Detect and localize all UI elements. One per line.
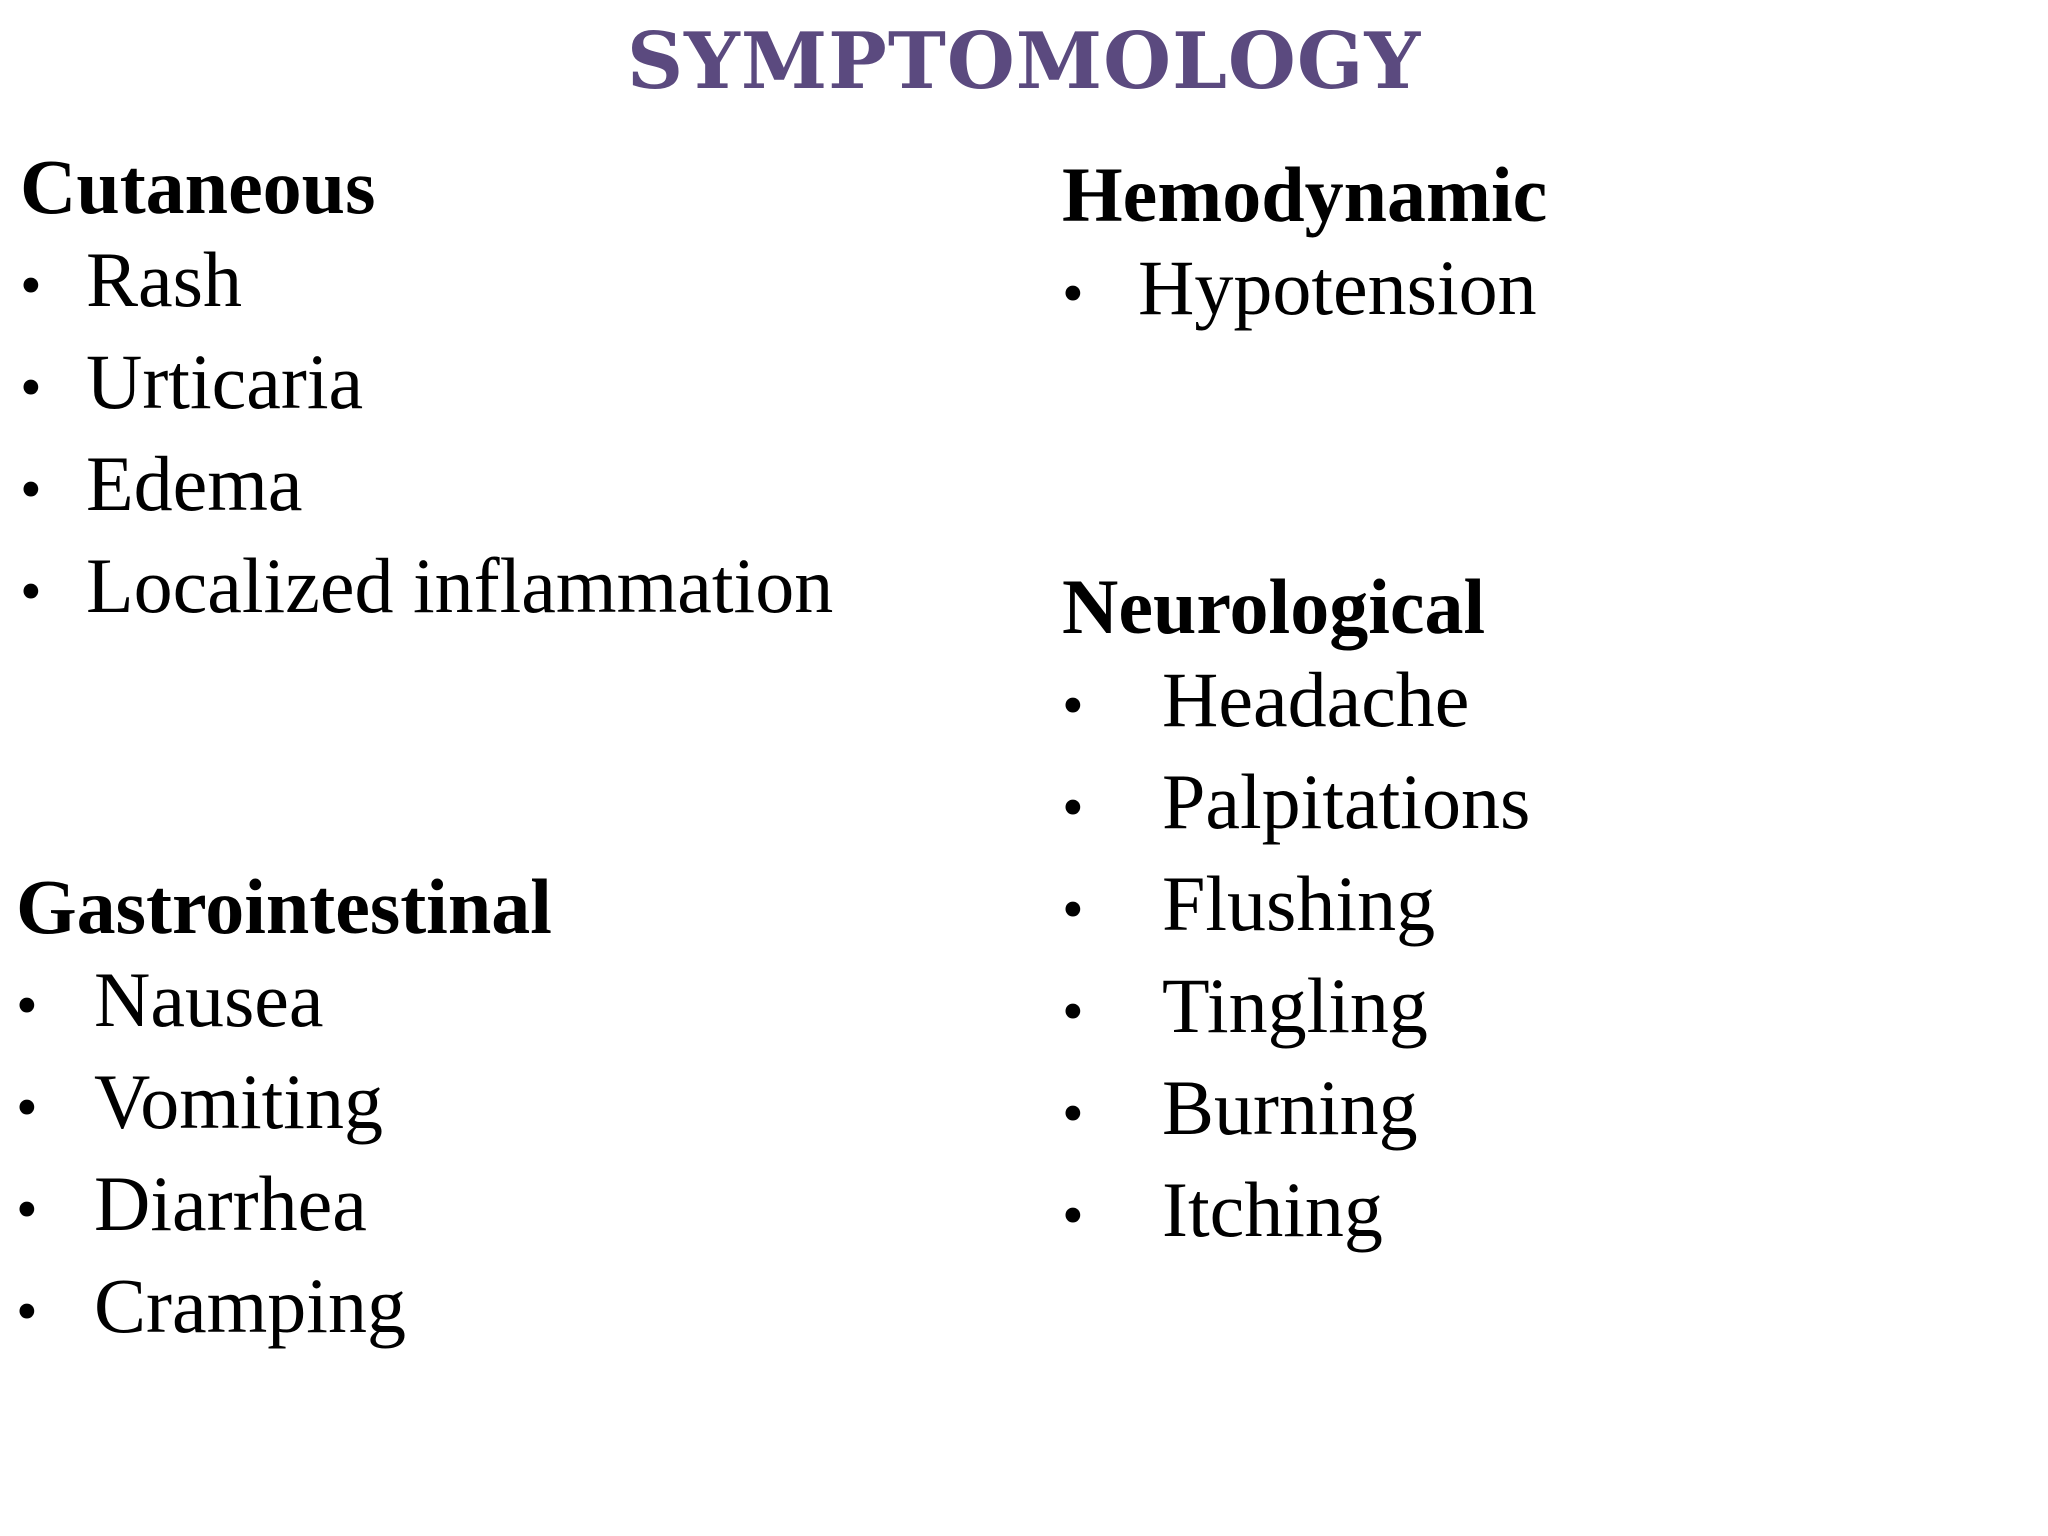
list-item [20, 538, 833, 640]
bullet-icon: • [20, 252, 42, 320]
list-item [1062, 856, 1530, 958]
bullet-icon: • [1062, 260, 1084, 328]
section-gastrointestinal [16, 862, 552, 1360]
bullet-icon: • [16, 1278, 38, 1346]
bullet-icon: • [20, 456, 42, 524]
list-item-label: Edema [86, 440, 303, 527]
bullet-icon: • [1062, 978, 1084, 1046]
list-item-label: Hypotension [1138, 244, 1537, 331]
list-item [16, 1156, 552, 1258]
list-item [1062, 1060, 1530, 1162]
list-item [20, 232, 833, 334]
list-item [1062, 754, 1530, 856]
bullet-icon: • [1062, 1182, 1084, 1250]
section-cutaneous [20, 142, 833, 640]
list-item [1062, 240, 1547, 342]
list-item-label: Burning [1162, 1064, 1418, 1151]
list-item [1062, 1162, 1530, 1264]
bullet-icon: • [20, 558, 42, 626]
section-neurological [1062, 562, 1530, 1264]
list-item [16, 1054, 552, 1156]
list-item [16, 1258, 552, 1360]
list-item-label: Diarrhea [94, 1160, 367, 1247]
list-item [1062, 652, 1530, 754]
bullet-icon: • [16, 1074, 38, 1142]
list-item-label: Tingling [1162, 962, 1428, 1049]
bullet-icon: • [1062, 672, 1084, 740]
list-item-label: Localized inflammation [86, 542, 834, 629]
bullet-list [16, 952, 552, 1360]
section-heading: Gastrointestinal [16, 863, 552, 950]
list-item-label: Itching [1162, 1166, 1383, 1253]
list-item [16, 952, 552, 1054]
list-item-label: Cramping [94, 1262, 406, 1349]
bullet-icon: • [1062, 876, 1084, 944]
bullet-list [20, 232, 833, 640]
list-item-label: Vomiting [94, 1058, 383, 1145]
list-item [20, 334, 833, 436]
bullet-icon: • [16, 972, 38, 1040]
bullet-list [1062, 240, 1547, 342]
bullet-icon: • [1062, 774, 1084, 842]
bullet-icon: • [20, 354, 42, 422]
list-item-label: Urticaria [86, 338, 364, 425]
section-hemodynamic [1062, 150, 1547, 342]
section-heading: Cutaneous [20, 143, 376, 230]
section-heading: Hemodynamic [1062, 151, 1548, 238]
list-item-label: Palpitations [1162, 758, 1531, 845]
list-item-label: Flushing [1162, 860, 1436, 947]
list-item-label: Headache [1162, 656, 1470, 743]
list-item-label: Rash [86, 236, 242, 323]
list-item [20, 436, 833, 538]
bullet-icon: • [16, 1176, 38, 1244]
bullet-icon: • [1062, 1080, 1084, 1148]
slide-title: SYMPTOMOLOGY [626, 16, 1422, 107]
section-heading: Neurological [1062, 563, 1486, 650]
bullet-list [1062, 652, 1530, 1264]
list-item [1062, 958, 1530, 1060]
list-item-label: Nausea [94, 956, 324, 1043]
